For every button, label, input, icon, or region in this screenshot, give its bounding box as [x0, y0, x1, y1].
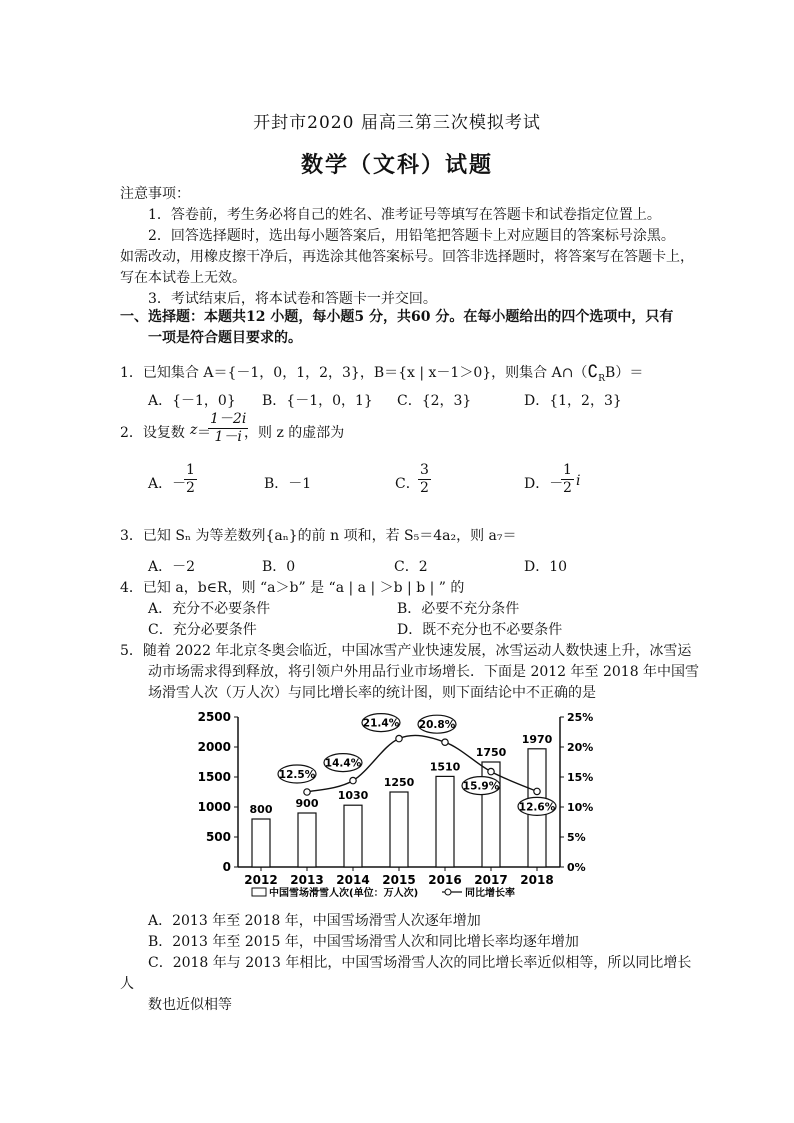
legend-line-label: 同比增长率 — [465, 888, 515, 899]
left-tick-label: 2500 — [197, 710, 231, 724]
rate-point — [488, 768, 494, 774]
bar-value-label: 1030 — [337, 789, 369, 803]
ski-visits-chart — [180, 705, 610, 905]
rate-point — [534, 788, 540, 794]
q2-a-num: 1 — [186, 462, 195, 478]
q3-option-c: C．2 — [394, 559, 428, 575]
q5-option-c-cont: 人 — [120, 976, 134, 992]
rate-point — [442, 739, 448, 745]
q2-d-num: 1 — [563, 462, 572, 478]
x-tick-label: 2013 — [290, 873, 324, 887]
x-tick-label: 2018 — [520, 873, 554, 887]
q3-option-b: B．0 — [262, 559, 296, 575]
q3-stem: 3．已知 Sₙ 为等差数列{aₙ}的前 n 项和，若 S₅＝4a₂，则 a₇＝ — [120, 528, 517, 544]
q4-option-a: A．充分不必要条件 — [148, 601, 271, 617]
complement-sub: R — [598, 373, 606, 384]
notice-item-2-cont: 如需改动，用橡皮擦干净后，再选涂其他答案标号。回答非选择题时，将答案写在答题卡上， — [120, 249, 694, 265]
q5-option-a: A．2013 年至 2018 年，中国雪场滑雪人次逐年增加 — [148, 913, 481, 929]
q2-option-d-suffix: i — [576, 473, 581, 489]
q5-option-b: B．2013 年至 2015 年，中国雪场滑雪人次和同比增长率均逐年增加 — [148, 934, 579, 950]
exam-title: 开封市2020 届高三第三次模拟考试 — [253, 113, 541, 133]
q5-option-c: C．2018 年与 2013 年相比，中国雪场滑雪人次的同比增长率近似相等，所以同比增长 — [148, 955, 692, 971]
legend-bar-label: 中国雪场滑雪人次(单位：万人次) — [269, 888, 419, 899]
x-tick-label: 2014 — [336, 873, 370, 887]
right-tick-label: 25% — [567, 711, 594, 724]
x-tick-label: 2017 — [474, 873, 508, 887]
right-tick-label: 10% — [567, 801, 594, 814]
q2-a-den: 2 — [186, 480, 195, 496]
bar-value-label: 1510 — [429, 760, 461, 774]
bar — [298, 813, 316, 867]
q2-fraction — [208, 411, 248, 446]
left-tick-label: 0 — [222, 860, 231, 874]
q2-option-a-fraction — [184, 462, 197, 497]
section-heading-cont: 一项是符合题目要求的。 — [148, 330, 302, 346]
q5-stem-line3: 场滑雪人次（万人次）与同比增长率的统计图，则下面结论中不正确的是 — [148, 685, 596, 701]
bar-value-label: 800 — [249, 803, 273, 816]
legend-line-marker — [445, 889, 451, 895]
q1-option-b: B．{－1，0，1} — [262, 393, 373, 409]
rate-label: 12.5% — [278, 769, 316, 781]
right-tick-label: 15% — [567, 771, 594, 784]
bar-value-label: 1750 — [475, 746, 507, 759]
q2-option-a-label: A．－ — [148, 476, 187, 492]
q2-denominator: 1－i — [214, 429, 242, 445]
right-tick-label: 5% — [567, 831, 586, 844]
notice-item-3: 3．考试结束后，将本试卷和答题卡一并交回。 — [148, 291, 437, 307]
rate-point — [396, 735, 402, 741]
right-tick-label: 20% — [567, 741, 594, 754]
q1-stem — [120, 362, 643, 384]
q4-option-c: C．充分必要条件 — [148, 622, 257, 638]
q2-stem-a: 2．设复数 — [120, 425, 185, 441]
q5-stem-line2: 动市场需求得到释放，将引领户外用品行业市场增长．下面是 2012 年至 2018 年中国雪 — [148, 664, 700, 680]
left-tick-label: 2000 — [197, 740, 231, 754]
rate-label: 14.4% — [324, 757, 362, 770]
q4-option-d: D．既不充分也不必要条件 — [397, 622, 563, 638]
x-tick-label: 2015 — [382, 873, 416, 887]
legend-bar-swatch — [252, 888, 266, 896]
q2-option-c-fraction — [418, 462, 431, 497]
notice-item-2: 2．回答选择题时，选出每小题答案后，用铅笔把答题卡上对应题目的答案标号涂黑。 — [148, 228, 675, 244]
left-tick-label: 500 — [205, 830, 231, 844]
bar-value-label: 1250 — [383, 776, 415, 789]
bar — [252, 819, 270, 867]
q4-option-b: B．必要不充分条件 — [397, 601, 520, 617]
exam-subtitle: 数学（文科）试题 — [300, 152, 493, 178]
bar-value-label: 1970 — [521, 732, 553, 746]
left-tick-label: 1500 — [197, 770, 231, 784]
q4-stem: 4．已知 a，b∈R，则 “a＞b” 是 “a | a | ＞b | b | ” 的 — [120, 580, 465, 596]
q2-option-d-fraction — [561, 462, 574, 497]
q2-d-den: 2 — [563, 480, 572, 496]
right-tick-label: 0% — [567, 861, 586, 874]
q2-option-d-label: D．－ — [524, 476, 564, 492]
q2-option-c-label: C． — [395, 476, 420, 492]
q2-c-num: 3 — [420, 462, 429, 478]
rate-point — [350, 777, 356, 783]
q1-option-c: C．{2，3} — [397, 393, 472, 409]
q2-stem-b: ，则 z 的虚部为 — [244, 425, 345, 441]
q1-stem-b: B）＝ — [605, 365, 644, 381]
left-tick-label: 1000 — [197, 800, 231, 814]
q2-c-den: 2 — [420, 480, 429, 496]
complement-symbol: ∁ — [587, 362, 599, 382]
rate-label: 20.8% — [418, 719, 456, 732]
notice-item-2-end: 写在本试卷上无效。 — [120, 270, 246, 286]
q3-option-d: D．10 — [524, 559, 568, 575]
rate-label: 15.9% — [462, 780, 500, 793]
x-tick-label: 2016 — [428, 873, 462, 887]
section-heading: 一、选择题：本题共12 小题，每小题5 分，共60 分。在每小题给出的四个选项中，只有 — [120, 309, 674, 325]
rate-point — [304, 789, 310, 795]
q2-numerator: 1－2i — [210, 411, 247, 427]
notice-item-1: 1．答卷前，考生务必将自己的姓名、准考证号等填写在答题卡和试卷指定位置上。 — [148, 207, 661, 223]
x-tick-label: 2012 — [244, 873, 278, 887]
q1-stem-a: 1．已知集合 A＝{－1，0，1，2，3}，B＝{x | x－1＞0}，则集合 A∩（ — [120, 365, 588, 381]
q2-z: z — [190, 422, 198, 438]
bar — [436, 776, 454, 867]
q2-eq: ＝ — [197, 425, 211, 441]
q2-option-b: B．－1 — [264, 476, 312, 492]
rate-label: 21.4% — [362, 717, 400, 730]
q5-stem-line1: 5．随着 2022 年北京冬奥会临近，中国冰雪产业快速发展，冰雪运动人数快速上升，冰雪运 — [120, 643, 692, 659]
notice-heading: 注意事项： — [120, 186, 190, 202]
rate-label: 12.6% — [518, 801, 556, 814]
bar — [344, 805, 362, 867]
q3-option-a: A．－2 — [148, 559, 196, 575]
bar — [390, 792, 408, 867]
q1-option-d: D．{1，2，3} — [524, 393, 622, 409]
q5-option-c-end: 数也近似相等 — [148, 997, 232, 1013]
q1-option-a: A．{－1，0} — [148, 393, 236, 409]
bar-value-label: 900 — [295, 797, 319, 810]
